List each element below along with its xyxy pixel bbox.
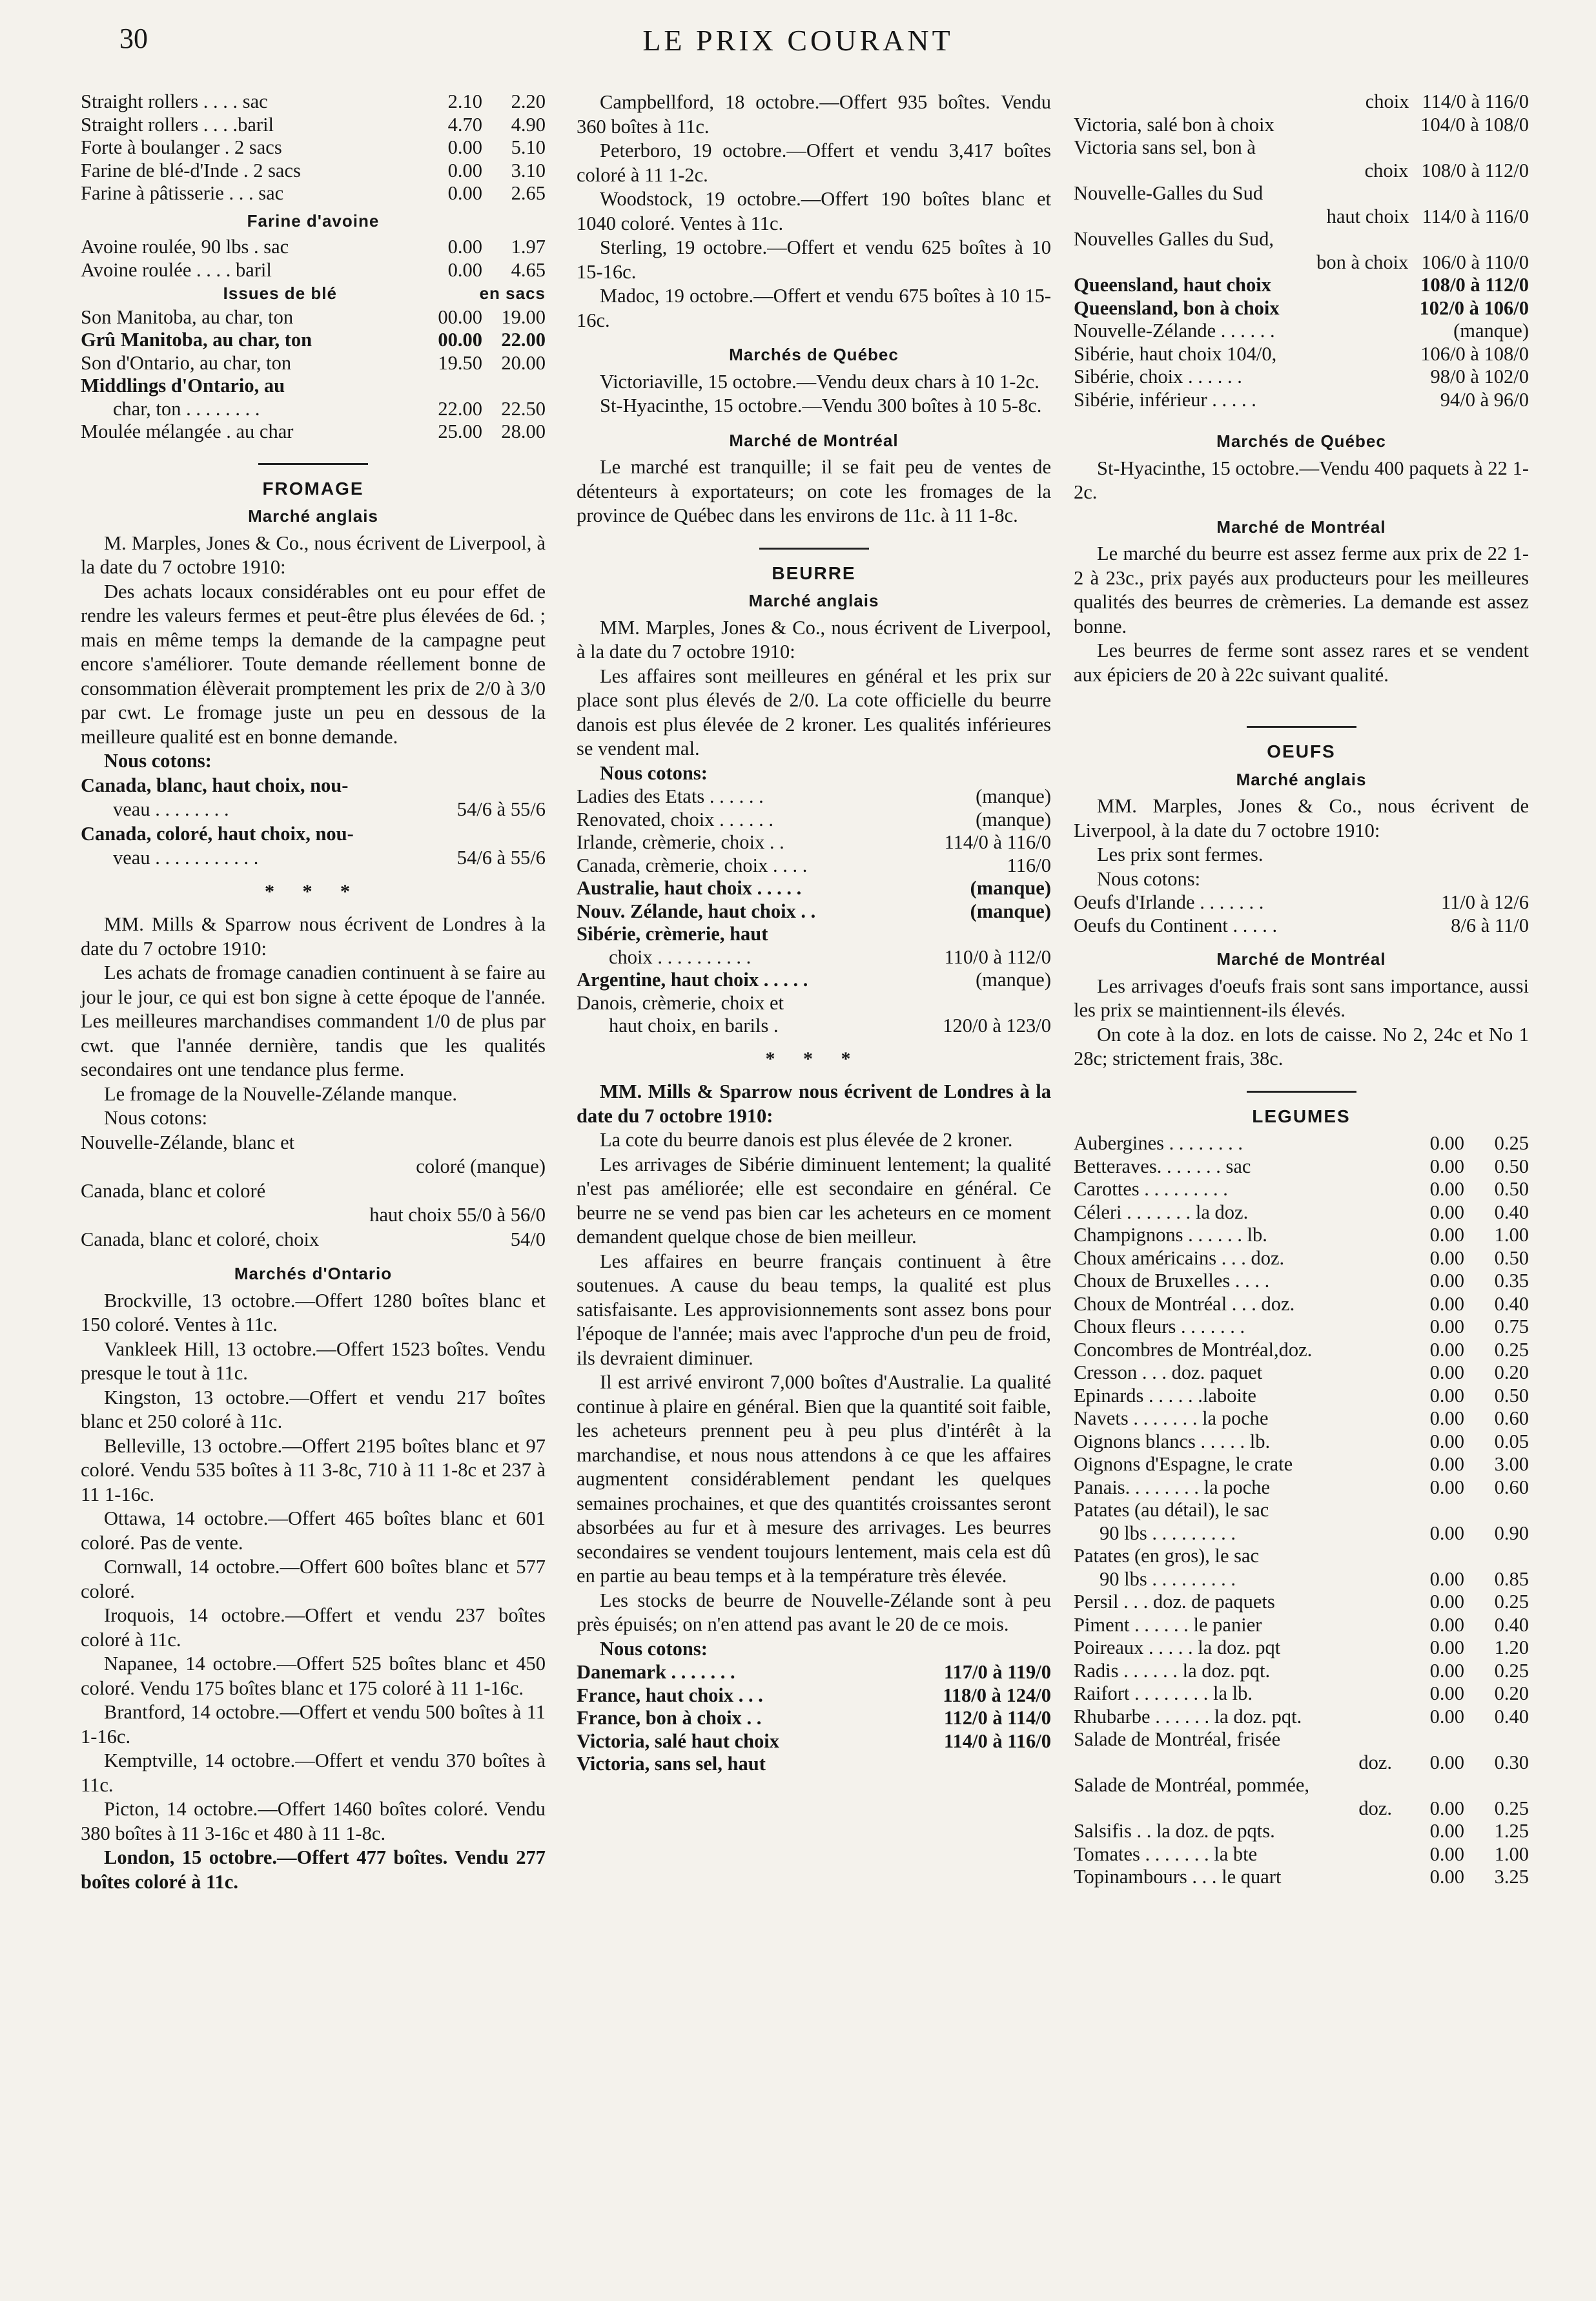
price-row: char, ton . . . . . . . . 22.00 22.50 <box>113 397 546 420</box>
price-row: Piment . . . . . . le panier 0.00 0.40 <box>1074 1613 1529 1636</box>
price-row: Farine de blé-d'Inde . 2 sacs 0.00 3.10 <box>81 159 546 181</box>
quote-row: veau . . . . . . . . 54/6 à 55/6 <box>113 798 546 820</box>
price-label: Nouvelle-Galles du Sud <box>1074 182 1264 204</box>
price-row: Cresson . . . doz. paquet 0.00 0.20 <box>1074 1361 1529 1383</box>
butter-price-list-2 <box>577 1661 1051 1776</box>
page-header <box>0 19 1596 71</box>
page-number: 30 <box>119 23 148 54</box>
market-report: Kingston, 13 octobre.—Offert et vendu 217 boîtes blanc et 250 coloré à 11c. <box>81 1386 546 1432</box>
paragraph: Les affaires en beurre français continuent à être soutenues. A cause du beau temps, la qualité est plus satisfaisante. Les approvisionnements sont assez bons pour l'époque de l'année; mais avec l'approche d'un peu de froid, ils devraient diminuer. <box>577 1250 1051 1369</box>
price-row: Choux fleurs . . . . . . . 0.00 0.75 <box>1074 1316 1529 1337</box>
price-row: France, bon à choix . . 112/0 à 114/0 <box>577 1707 1051 1729</box>
price-row: Oeufs d'Irlande . . . . . . . 11/0 à 12/6 <box>1074 891 1529 913</box>
market-report: Vankleek Hill, 13 octobre.—Offert 1523 boîtes. Vendu presque le tout à 11c. <box>81 1337 546 1384</box>
price-row: Oeufs du Continent . . . . . 8/6 à 11/0 <box>1074 914 1529 936</box>
subsection-title: Marché de Montréal <box>1216 517 1386 537</box>
subsection-title: Marchés de Québec <box>729 345 899 364</box>
price-row: Sibérie, choix . . . . . . 98/0 à 102/0 <box>1074 366 1529 387</box>
price-row: Rhubarbe . . . . . . la doz. pqt. 0.00 0.40 <box>1074 1705 1529 1728</box>
paragraph: On cote à la doz. en lots de caisse. No 2, 24c et No 1 28c; strictement frais, 38c. <box>1074 1023 1529 1069</box>
quote-value: coloré (manque) <box>416 1155 546 1177</box>
price-row: haut choix, en barils . 120/0 à 123/0 <box>609 1015 1051 1037</box>
price-row: Ladies des Etats . . . . . . (manque) <box>577 785 1051 807</box>
section-divider <box>759 548 869 550</box>
market-report: Picton, 14 octobre.—Offert 1460 boîtes coloré. Vendu 380 boîtes à 11 3-16c et 480 à 11 1-8c. <box>81 1798 546 1844</box>
quote-label: Canada, coloré, haut choix, nou- <box>81 822 354 845</box>
paragraph: Le marché du beurre est assez ferme aux prix de 22 1-2 à 23c., prix payés aux producteurs pour les meilleures qualités des beurres de crèmeries. La demande est assez bonne. <box>1074 542 1529 637</box>
price-row: Queensland, haut choix 108/0 à 112/0 <box>1074 274 1529 296</box>
separator-stars: * * * <box>765 1047 863 1069</box>
price-row: Son d'Ontario, au char, ton 19.50 20.00 <box>81 351 546 374</box>
market-report: Napanee, 14 octobre.—Offert 525 boîtes blanc et 450 coloré. Vendu 175 boîtes blanc et 175 coloré à 11 1-16c. <box>81 1653 546 1699</box>
oats-heading: Farine d'avoine <box>247 211 380 231</box>
column-3 <box>1074 90 1529 1889</box>
subsection-title: Marchés de Québec <box>1216 431 1386 451</box>
price-row: Sibérie, haut choix 104/0, 106/0 à 108/0 <box>1074 342 1529 365</box>
price-row: Avoine roulée . . . . baril 0.00 4.65 <box>81 258 546 281</box>
price-row: Victoria, salé bon à choix 104/0 à 108/0 <box>1074 113 1529 136</box>
price-row: Nouvelle-Zélande . . . . . . (manque) <box>1074 320 1529 342</box>
price-row: Farine à pâtisserie . . . sac 0.00 2.65 <box>81 182 546 204</box>
nous-cotons-label: Nous cotons: <box>104 750 212 772</box>
middlings-label: Middlings d'Ontario, au <box>81 375 285 397</box>
price-label: Danois, crèmerie, choix et <box>577 991 784 1014</box>
paragraph: Les achats de fromage canadien continuent à se faire au jour le jour, ce qui est bon signe à cette époque de l'année. Les meilleures marchandises commandent 1/0 de plus par cwt. que l'année dernière, tandis que les qualités secondaires ont une tendance plus ferme. <box>81 962 546 1080</box>
market-report: Iroquois, 14 octobre.—Offert et vendu 237 boîtes coloré à 11c. <box>81 1604 546 1651</box>
price-row: Poireaux . . . . . la doz. pqt 0.00 1.20 <box>1074 1636 1529 1658</box>
price-row: Champignons . . . . . . lb. 0.00 1.00 <box>1074 1224 1529 1246</box>
paragraph: MM. Marples, Jones & Co., nous écrivent de Liverpool, à la date du 7 octobre 1910: <box>1074 795 1529 841</box>
price-row: Straight rollers . . . .baril 4.70 4.90 <box>81 113 546 136</box>
paragraph: MM. Mills & Sparrow nous écrivent de Londres à la date du 7 octobre 1910: <box>577 1080 1051 1127</box>
price-row: France, haut choix . . . 118/0 à 124/0 <box>577 1684 1051 1706</box>
section-title-beurre: BEURRE <box>772 562 856 583</box>
page-title: LE PRIX COURANT <box>642 24 954 57</box>
price-row: Son Manitoba, au char, ton 00.00 19.00 <box>81 305 546 328</box>
price-row: Oignons blancs . . . . . lb. 0.00 0.05 <box>1074 1430 1529 1452</box>
price-row: choix 108/0 à 112/0 <box>1364 159 1529 181</box>
market-report: London, 15 octobre.—Offert 477 boîtes. Vendu 277 boîtes coloré à 11c. <box>81 1846 546 1893</box>
price-row: Renovated, choix . . . . . . (manque) <box>577 808 1051 831</box>
vegetable-price-list <box>1074 1132 1529 1889</box>
price-row: Aubergines . . . . . . . . 0.00 0.25 <box>1074 1132 1529 1154</box>
price-row: Danemark . . . . . . . 117/0 à 119/0 <box>577 1661 1051 1683</box>
column-1 <box>81 90 546 1894</box>
price-row: Nouv. Zélande, haut choix . . (manque) <box>577 900 1051 922</box>
market-report: Kemptville, 14 octobre.—Offert et vendu 370 boîtes à 11c. <box>81 1749 546 1796</box>
price-label: Nouvelles Galles du Sud, <box>1074 228 1274 250</box>
quote-label: Nouvelle-Zélande, blanc et <box>81 1131 295 1153</box>
oats-price-list <box>81 236 546 282</box>
price-label: Victoria sans sel, bon à <box>1074 136 1256 158</box>
paragraph: MM. Marples, Jones & Co., nous écrivent de Liverpool, à la date du 7 octobre 1910: <box>577 616 1051 663</box>
price-row: doz. 0.00 0.25 <box>1358 1797 1529 1819</box>
price-label: Salade de Montréal, frisée <box>1074 1728 1281 1750</box>
market-report: Brockville, 13 octobre.—Offert 1280 boîtes blanc et 150 coloré. Ventes à 11c. <box>81 1289 546 1336</box>
section-divider <box>1247 1091 1356 1093</box>
price-row: choix 114/0 à 116/0 <box>1365 90 1529 112</box>
subsection-title: Marché de Montréal <box>729 430 899 450</box>
market-report: Victoriaville, 15 octobre.—Vendu deux chars à 10 1-2c. <box>600 370 1039 393</box>
market-report: Ottawa, 14 octobre.—Offert 465 boîtes blanc et 601 coloré. Pas de vente. <box>81 1507 546 1554</box>
paragraph: La cote du beurre danois est plus élevée de 2 kroner. <box>600 1129 1013 1151</box>
column-2 <box>577 90 1051 1776</box>
market-report: Sterling, 19 octobre.—Offert et vendu 625 boîtes à 10 15-16c. <box>577 236 1051 283</box>
price-row: Sibérie, inférieur . . . . . 94/0 à 96/0 <box>1074 388 1529 411</box>
section-title-fromage: FROMAGE <box>262 478 364 499</box>
paragraph: Les prix sont fermes. <box>1097 843 1264 865</box>
nous-cotons-label: Nous cotons: <box>104 1107 208 1129</box>
price-row: Concombres de Montréal,doz. 0.00 0.25 <box>1074 1338 1529 1361</box>
market-report: St-Hyacinthe, 15 octobre.—Vendu 300 boîtes à 10 5-8c. <box>600 395 1042 417</box>
paragraph: Les arrivages de Sibérie diminuent lentement; la qualité n'est pas améliorée; elle est secondaire en général. Ce beurre ne se vend pas bien car les acheteurs en ce moment demandent quelque chose de bien meilleur. <box>577 1153 1051 1248</box>
price-row: Victoria, salé haut choix 114/0 à 116/0 <box>577 1729 1051 1752</box>
price-row: 90 lbs . . . . . . . . . 0.00 0.85 <box>1100 1567 1529 1590</box>
market-report: Madoc, 19 octobre.—Offert et vendu 675 boîtes à 10 15-16c. <box>577 285 1051 331</box>
price-row: Forte à boulanger . 2 sacs 0.00 5.10 <box>81 136 546 158</box>
price-label: Salade de Montréal, pommée, <box>1074 1774 1310 1796</box>
butter-price-list-3 <box>1074 90 1529 411</box>
paragraph: Les affaires sont meilleures en général et les prix sur place sont plus élevés de 2/0. La cote officielle du beurre danois est plus élevée de 2 kroner. Les qualités inférieures se vendent mal. <box>577 665 1051 759</box>
price-row: haut choix 114/0 à 116/0 <box>1326 205 1529 227</box>
separator-stars: * * * <box>265 880 362 902</box>
paragraph: MM. Mills & Sparrow nous écrivent de Londres à la date du 7 octobre 1910: <box>81 913 546 960</box>
price-row: Avoine roulée, 90 lbs . sac 0.00 1.97 <box>81 236 546 258</box>
market-report: Woodstock, 19 octobre.—Offert 190 boîtes blanc et 1040 coloré. Ventes à 11c. <box>577 188 1051 234</box>
price-row: Tomates . . . . . . . la bte 0.00 1.00 <box>1074 1842 1529 1865</box>
price-label: Sibérie, crèmerie, haut <box>577 923 768 945</box>
quote-row: Canada, blanc et coloré, choix 54/0 <box>81 1228 546 1250</box>
issues-heading: Issues de blé en sacs <box>223 284 546 303</box>
nous-cotons-label: Nous cotons: <box>600 1637 708 1660</box>
section-title-legumes: LEGUMES <box>1252 1106 1351 1126</box>
price-row: Raifort . . . . . . . . la lb. 0.00 0.20 <box>1074 1682 1529 1704</box>
price-row: Straight rollers . . . . sac 2.10 2.20 <box>81 90 546 112</box>
price-row: Radis . . . . . . la doz. pqt. 0.00 0.25 <box>1074 1659 1529 1682</box>
subsection-title: Marché anglais <box>748 591 879 610</box>
price-row: Choux de Montréal . . . doz. 0.00 0.40 <box>1074 1292 1529 1315</box>
price-row: Choux américains . . . doz. 0.00 0.50 <box>1074 1246 1529 1269</box>
flour-price-list <box>81 90 546 205</box>
paragraph: Il est arrivé environt 7,000 boîtes d'Australie. La qualité continue à plaire en général. Bien que la quantité soit faible, les acheteurs prennent peu à peu plus d'intérêt à la marchandise, et nous nous attendons à ce que les affaires augmentent considérablement pendant les quelques semaines prochaines, et que des quantités croissantes seront absorbées au fur et à mesure des arrivages. Les beurres secondaires se vendent toujours lentement, mais cela est dû en partie au beau temps et à la température très élevée. <box>577 1371 1051 1587</box>
price-row: doz. 0.00 0.30 <box>1358 1751 1529 1773</box>
market-report: Belleville, 13 octobre.—Offert 2195 boîtes blanc et 97 coloré. Vendu 535 boîtes à 11 3-8c, 710 à 11 1-8c et 237 à 11 1-16c. <box>81 1434 546 1505</box>
price-row: Carottes . . . . . . . . . 0.00 0.50 <box>1074 1178 1529 1200</box>
price-row: Canada, crèmerie, choix . . . . 116/0 <box>577 854 1051 876</box>
price-row: Epinards . . . . . .laboite 0.00 0.50 <box>1074 1384 1529 1407</box>
paragraph: Les beurres de ferme sont assez rares et se vendent aux épiciers de 20 à 22c suivant qualité. <box>1074 639 1529 686</box>
subsection-title: Marché anglais <box>248 506 378 526</box>
price-row: Topinambours . . . le quart 0.00 3.25 <box>1074 1866 1529 1888</box>
quote-label: Canada, blanc et coloré <box>81 1179 266 1202</box>
price-row: bon à choix 106/0 à 110/0 <box>1316 251 1529 273</box>
section-title-oeufs: OEUFS <box>1267 741 1336 761</box>
price-label: Patates (en gros), le sac <box>1074 1545 1260 1567</box>
subsection-title: Marchés d'Ontario <box>234 1264 393 1283</box>
market-report: Brantford, 14 octobre.—Offert et vendu 500 boîtes à 11 1-16c. <box>81 1701 546 1748</box>
market-report: Peterboro, 19 octobre.—Offert et vendu 3,417 boîtes coloré à 11 1-2c. <box>577 139 1051 186</box>
paragraph: Le marché est tranquille; il se fait peu de ventes de détenteurs à exportateurs; on cote les fromages de la province de Québec dans les environs de 11c. à 11 1-8c. <box>577 456 1051 526</box>
price-row: Irlande, crèmerie, choix . . 114/0 à 116/0 <box>577 831 1051 853</box>
section-divider <box>1247 726 1356 728</box>
price-row: Navets . . . . . . . la poche 0.00 0.60 <box>1074 1407 1529 1429</box>
egg-price-list <box>1074 891 1529 937</box>
price-row: Grû Manitoba, au char, ton 00.00 22.00 <box>81 329 546 351</box>
price-row: Queensland, bon à choix 102/0 à 106/0 <box>1074 296 1529 319</box>
quote-label: Canada, blanc, haut choix, nou- <box>81 774 349 796</box>
price-label: Victoria, sans sel, haut <box>577 1753 766 1775</box>
market-report: St-Hyacinthe, 15 octobre.—Vendu 400 paquets à 22 1-2c. <box>1074 457 1529 503</box>
subsection-title: Marché anglais <box>1236 769 1367 789</box>
quote-row: veau . . . . . . . . . . . 54/6 à 55/6 <box>113 847 546 869</box>
price-row: Australie, haut choix . . . . . (manque) <box>577 877 1051 899</box>
price-row: Persil . . . doz. de paquets 0.00 0.25 <box>1074 1591 1529 1613</box>
price-row: Panais. . . . . . . . la poche 0.00 0.60 <box>1074 1476 1529 1498</box>
quote-value: haut choix 55/0 à 56/0 <box>369 1204 546 1226</box>
nous-cotons-label: Nous cotons: <box>1097 867 1201 890</box>
paragraph: Les stocks de beurre de Nouvelle-Zélande sont à peu près épuisés; on n'en attend pas avant le 20 de ce mois. <box>577 1589 1051 1635</box>
price-row: Moulée mélangée . au char 25.00 28.00 <box>81 420 546 442</box>
issues-price-list <box>81 306 546 444</box>
price-row: choix . . . . . . . . . . 110/0 à 112/0 <box>609 945 1051 968</box>
subsection-title: Marché de Montréal <box>1216 949 1386 969</box>
price-row: Oignons d'Espagne, le crate 0.00 3.00 <box>1074 1453 1529 1475</box>
price-label: Patates (au détail), le sac <box>1074 1499 1269 1521</box>
price-row: Choux de Bruxelles . . . . 0.00 0.35 <box>1074 1270 1529 1292</box>
price-row: Salsifis . . la doz. de pqts. 0.00 1.25 <box>1074 1820 1529 1842</box>
price-row: Argentine, haut choix . . . . . (manque) <box>577 969 1051 991</box>
price-row: 90 lbs . . . . . . . . . 0.00 0.90 <box>1100 1522 1529 1544</box>
market-report: Campbellford, 18 octobre.—Offert 935 boîtes. Vendu 360 boîtes à 11c. <box>577 91 1051 138</box>
price-row: Céleri . . . . . . . la doz. 0.00 0.40 <box>1074 1201 1529 1223</box>
butter-price-list <box>577 785 1051 1038</box>
paragraph: M. Marples, Jones & Co., nous écrivent de Liverpool, à la date du 7 octobre 1910: <box>81 531 546 578</box>
paragraph: Le fromage de la Nouvelle-Zélande manque. <box>104 1082 458 1105</box>
nous-cotons-label: Nous cotons: <box>600 761 708 784</box>
section-divider <box>258 463 368 465</box>
paragraph: Des achats locaux considérables ont eu pour effet de rendre les valeurs fermes et peut-être plus élevées de 6d. ; mais en même temps la demande de la campagne peut encore s'améliorer. Toute demande réellement bonne de consommation élèverait promptement les prix de 2/0 à 3/0 par cwt. Le fromage juste un peu en dessous de la meilleure qualité est en bonne demande. <box>81 580 546 748</box>
price-row: Betteraves. . . . . . . sac 0.00 0.50 <box>1074 1155 1529 1177</box>
paragraph: Les arrivages d'oeufs frais sont sans importance, aussi les prix se maintiennent-ils élevés. <box>1074 975 1529 1021</box>
market-report: Cornwall, 14 octobre.—Offert 600 boîtes blanc et 577 coloré. <box>81 1556 546 1602</box>
